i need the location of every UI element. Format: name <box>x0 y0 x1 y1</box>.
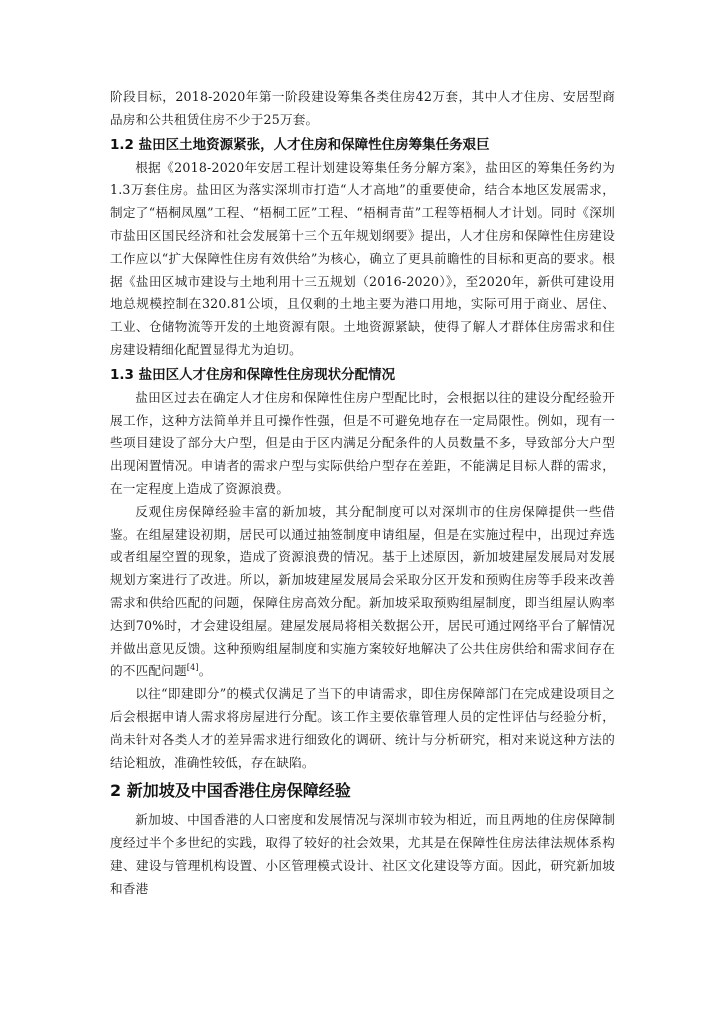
section-1-3-paragraph-3: 以往“即建即分”的模式仅满足了当下的申请需求，即住房保障部门在完成建设项目之后会根据申请人需求将房屋进行分配。该工作主要依靠管理人员的定性评估与经验分析，尚未针对各类人才的差异需求进行细致化的调研、统计与分析研究，相对来说这种方法的结论粗放，准确性较低，存在缺陷。 <box>110 686 615 770</box>
paragraph-end: 。 <box>198 663 212 679</box>
paper-page <box>110 86 615 901</box>
section-1-3-heading: 1.3 盐田区人才住房和保障性住房现状分配情况 <box>110 366 396 383</box>
paragraph-text: 反观住房保障经验丰富的新加坡，其分配制度可以对深圳市的住房保障提供一些借鉴。在组屋建设初期，居民可以通过抽签制度申请组屋，但是在实施过程中，出现过弃选或者组屋空置的现象，造成了资源浪费的情况。基于上述原因，新加坡建屋发展局对发展规划方案进行了改进。所以，新加坡建屋发展局会采取分区开发和预购住房等手段来改善需求和供给匹配的问题，保障住房高效分配。新加坡采取预购组屋制度，即当组屋认购率达到70%时，才会建设组屋。建屋发展局将相关数据公开，居民可通过网络平台了解情况并做出意见反馈。这种预购组屋制度和实施方案较好地解决了公共住房供给和需求间存在的不匹配问题 <box>110 503 615 679</box>
section-1-2-heading: 1.2 盐田区土地资源紧张，人才住房和保障性住房筹集任务艰巨 <box>110 136 490 153</box>
intro-paragraph: 阶段目标，2018-2020年第一阶段建设筹集各类住房42万套，其中人才住房、安居型商品房和公共租赁住房不少于25万套。 <box>110 89 615 127</box>
citation-ref: [4] <box>186 663 199 673</box>
section-2-paragraph-1: 新加坡、中国香港的人口密度和发展情况与深圳市较为相近，而且两地的住房保障制度经过半个多世纪的实践，取得了较好的社会效果，尤其是在保障性住房法律法规体系构建、建设与管理机构设置、小区管理模式设计、社区文化建设等方面。因此，研究新加坡和香港 <box>110 812 615 896</box>
section-1-3-paragraph-2 <box>110 501 615 683</box>
section-1-2-paragraph-1: 根据《2018-2020年安居工程计划建设筹集任务分解方案》，盐田区的筹集任务约为1.3万套住房。盐田区为落实深圳市打造“人才高地”的重要使命，结合本地区发展需求，制定了“梧桐凤凰”工程、“梧桐工匠”工程、“梧桐青苗”工程等梧桐人才计划。同时《深圳市盐田区国民经济和社会发展第十三个五年规划纲要》提出，人才住房和保障性住房建设工作应以“扩大保障性住房有效供给”为核心，确立了更具前瞻性的目标和更高的要求。根据《盐田区城市建设与土地利用十三五规划（2016-2020）》，至2020年，新供可建设用地总规模控制在320.81公顷，且仅剩的土地主要为港口用地，实际可用于商业、居住、工业、仓储物流等开发的土地资源有限。土地资源紧缺，使得了解人才群体住房需求和住房建设精细化配置显得尤为迫切。 <box>110 159 615 357</box>
section-1-3-paragraph-1: 盐田区过去在确定人才住房和保障性住房户型配比时，会根据以往的建设分配经验开展工作，这种方法简单并且可操作性强，但是不可避免地存在一定局限性。例如，现有一些项目建设了部分大户型，但是由于区内满足分配条件的人员数量不多，导致部分大户型出现闲置情况。申请者的需求户型与实际供给户型存在差距，不能满足目标人群的需求，在一定程度上造成了资源浪费。 <box>110 389 615 496</box>
section-2-heading: 2 新加坡及中国香港住房保障经验 <box>110 781 351 801</box>
